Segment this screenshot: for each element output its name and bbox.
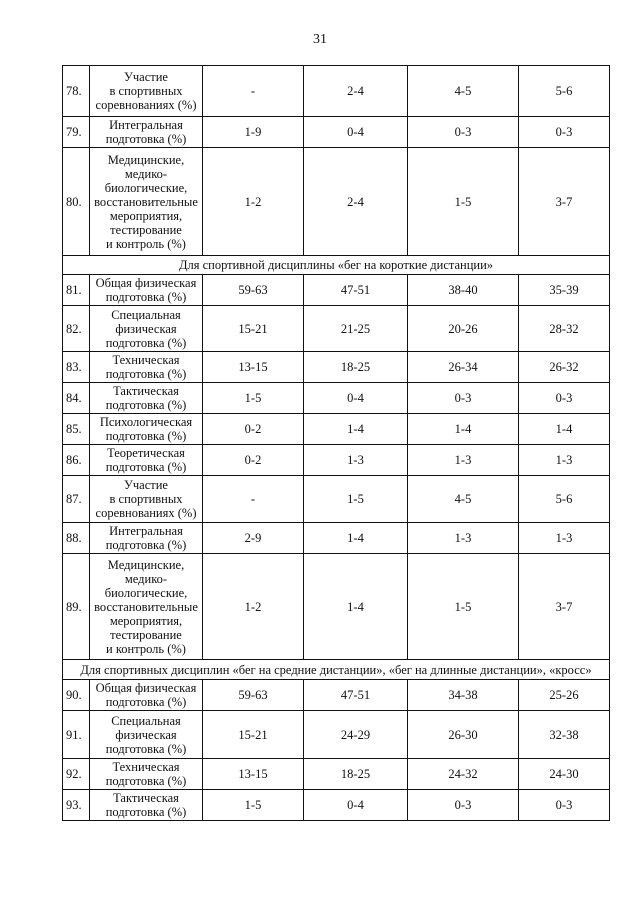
training-type: Общая физическая подготовка (%) bbox=[90, 680, 203, 711]
section-header-row bbox=[63, 660, 610, 680]
stage-value-3: 20-26 bbox=[408, 306, 519, 352]
stage-value-2: 0-4 bbox=[304, 117, 408, 148]
table-row bbox=[63, 383, 610, 414]
stage-value-1: 15-21 bbox=[203, 306, 304, 352]
section-title: Для спортивной дисциплины «бег на короткие дистанции» bbox=[63, 256, 610, 275]
stage-value-4: 26-32 bbox=[519, 352, 610, 383]
stage-value-4: 5-6 bbox=[519, 66, 610, 117]
stage-value-2: 47-51 bbox=[304, 680, 408, 711]
training-type: Специальная физическая подготовка (%) bbox=[90, 711, 203, 759]
stage-value-2: 0-4 bbox=[304, 790, 408, 821]
stage-value-3: 34-38 bbox=[408, 680, 519, 711]
row-number: 83. bbox=[63, 352, 90, 383]
row-number: 91. bbox=[63, 711, 90, 759]
stage-value-3: 0-3 bbox=[408, 790, 519, 821]
stage-value-2: 18-25 bbox=[304, 352, 408, 383]
training-ratio-table bbox=[62, 65, 610, 821]
stage-value-3: 26-30 bbox=[408, 711, 519, 759]
stage-value-4: 1-3 bbox=[519, 445, 610, 476]
table-row bbox=[63, 117, 610, 148]
stage-value-3: 1-3 bbox=[408, 445, 519, 476]
stage-value-3: 1-5 bbox=[408, 554, 519, 660]
training-type: Общая физическая подготовка (%) bbox=[90, 275, 203, 306]
training-type: Медицинские, медико- биологические, восстановительные мероприятия, тестирование и контроль (%) bbox=[90, 554, 203, 660]
stage-value-3: 4-5 bbox=[408, 476, 519, 523]
stage-value-1: - bbox=[203, 476, 304, 523]
table-row bbox=[63, 523, 610, 554]
row-number: 81. bbox=[63, 275, 90, 306]
stage-value-1: 15-21 bbox=[203, 711, 304, 759]
row-number: 78. bbox=[63, 66, 90, 117]
stage-value-1: 2-9 bbox=[203, 523, 304, 554]
section-header-row bbox=[63, 256, 610, 275]
stage-value-1: 1-5 bbox=[203, 790, 304, 821]
stage-value-1: 1-9 bbox=[203, 117, 304, 148]
table-row bbox=[63, 790, 610, 821]
row-number: 82. bbox=[63, 306, 90, 352]
table-row bbox=[63, 445, 610, 476]
table-row bbox=[63, 306, 610, 352]
stage-value-4: 1-4 bbox=[519, 414, 610, 445]
table-row bbox=[63, 414, 610, 445]
stage-value-1: 59-63 bbox=[203, 680, 304, 711]
table-row bbox=[63, 66, 610, 117]
stage-value-3: 0-3 bbox=[408, 383, 519, 414]
stage-value-1: 59-63 bbox=[203, 275, 304, 306]
stage-value-2: 24-29 bbox=[304, 711, 408, 759]
training-type: Теоретическая подготовка (%) bbox=[90, 445, 203, 476]
table-row bbox=[63, 352, 610, 383]
row-number: 89. bbox=[63, 554, 90, 660]
training-type: Техническая подготовка (%) bbox=[90, 352, 203, 383]
row-number: 84. bbox=[63, 383, 90, 414]
stage-value-3: 26-34 bbox=[408, 352, 519, 383]
stage-value-2: 21-25 bbox=[304, 306, 408, 352]
stage-value-4: 0-3 bbox=[519, 117, 610, 148]
stage-value-2: 1-5 bbox=[304, 476, 408, 523]
stage-value-3: 24-32 bbox=[408, 759, 519, 790]
table-row bbox=[63, 680, 610, 711]
table-row bbox=[63, 476, 610, 523]
row-number: 86. bbox=[63, 445, 90, 476]
training-type: Тактическая подготовка (%) bbox=[90, 383, 203, 414]
row-number: 93. bbox=[63, 790, 90, 821]
stage-value-1: 0-2 bbox=[203, 445, 304, 476]
stage-value-2: 18-25 bbox=[304, 759, 408, 790]
table-row bbox=[63, 275, 610, 306]
training-type: Интегральная подготовка (%) bbox=[90, 523, 203, 554]
training-type: Участие в спортивных соревнованиях (%) bbox=[90, 66, 203, 117]
stage-value-3: 1-3 bbox=[408, 523, 519, 554]
stage-value-4: 28-32 bbox=[519, 306, 610, 352]
stage-value-2: 1-4 bbox=[304, 414, 408, 445]
stage-value-2: 1-4 bbox=[304, 554, 408, 660]
training-type: Специальная физическая подготовка (%) bbox=[90, 306, 203, 352]
stage-value-2: 47-51 bbox=[304, 275, 408, 306]
stage-value-1: 1-2 bbox=[203, 148, 304, 256]
stage-value-2: 0-4 bbox=[304, 383, 408, 414]
training-type: Участие в спортивных соревнованиях (%) bbox=[90, 476, 203, 523]
stage-value-3: 4-5 bbox=[408, 66, 519, 117]
stage-value-2: 1-4 bbox=[304, 523, 408, 554]
table-row bbox=[63, 554, 610, 660]
stage-value-4: 24-30 bbox=[519, 759, 610, 790]
stage-value-4: 3-7 bbox=[519, 148, 610, 256]
row-number: 88. bbox=[63, 523, 90, 554]
table-row bbox=[63, 711, 610, 759]
row-number: 80. bbox=[63, 148, 90, 256]
stage-value-2: 2-4 bbox=[304, 148, 408, 256]
stage-value-2: 2-4 bbox=[304, 66, 408, 117]
row-number: 90. bbox=[63, 680, 90, 711]
stage-value-1: - bbox=[203, 66, 304, 117]
stage-value-4: 25-26 bbox=[519, 680, 610, 711]
training-type: Интегральная подготовка (%) bbox=[90, 117, 203, 148]
table-row bbox=[63, 759, 610, 790]
table-row bbox=[63, 148, 610, 256]
stage-value-1: 1-2 bbox=[203, 554, 304, 660]
training-type: Медицинские, медико- биологические, восстановительные мероприятия, тестирование и контроль (%) bbox=[90, 148, 203, 256]
row-number: 92. bbox=[63, 759, 90, 790]
stage-value-4: 0-3 bbox=[519, 383, 610, 414]
stage-value-1: 13-15 bbox=[203, 352, 304, 383]
training-type: Тактическая подготовка (%) bbox=[90, 790, 203, 821]
stage-value-4: 1-3 bbox=[519, 523, 610, 554]
stage-value-4: 32-38 bbox=[519, 711, 610, 759]
section-title: Для спортивных дисциплин «бег на средние дистанции», «бег на длинные дистанции», «кросс» bbox=[63, 660, 610, 680]
stage-value-2: 1-3 bbox=[304, 445, 408, 476]
stage-value-4: 35-39 bbox=[519, 275, 610, 306]
stage-value-1: 1-5 bbox=[203, 383, 304, 414]
stage-value-4: 0-3 bbox=[519, 790, 610, 821]
stage-value-3: 1-5 bbox=[408, 148, 519, 256]
stage-value-3: 0-3 bbox=[408, 117, 519, 148]
training-type: Техническая подготовка (%) bbox=[90, 759, 203, 790]
row-number: 79. bbox=[63, 117, 90, 148]
stage-value-1: 0-2 bbox=[203, 414, 304, 445]
row-number: 85. bbox=[63, 414, 90, 445]
stage-value-3: 1-4 bbox=[408, 414, 519, 445]
row-number: 87. bbox=[63, 476, 90, 523]
stage-value-3: 38-40 bbox=[408, 275, 519, 306]
training-type: Психологическая подготовка (%) bbox=[90, 414, 203, 445]
page-number: 31 bbox=[313, 32, 327, 47]
stage-value-4: 3-7 bbox=[519, 554, 610, 660]
stage-value-4: 5-6 bbox=[519, 476, 610, 523]
stage-value-1: 13-15 bbox=[203, 759, 304, 790]
